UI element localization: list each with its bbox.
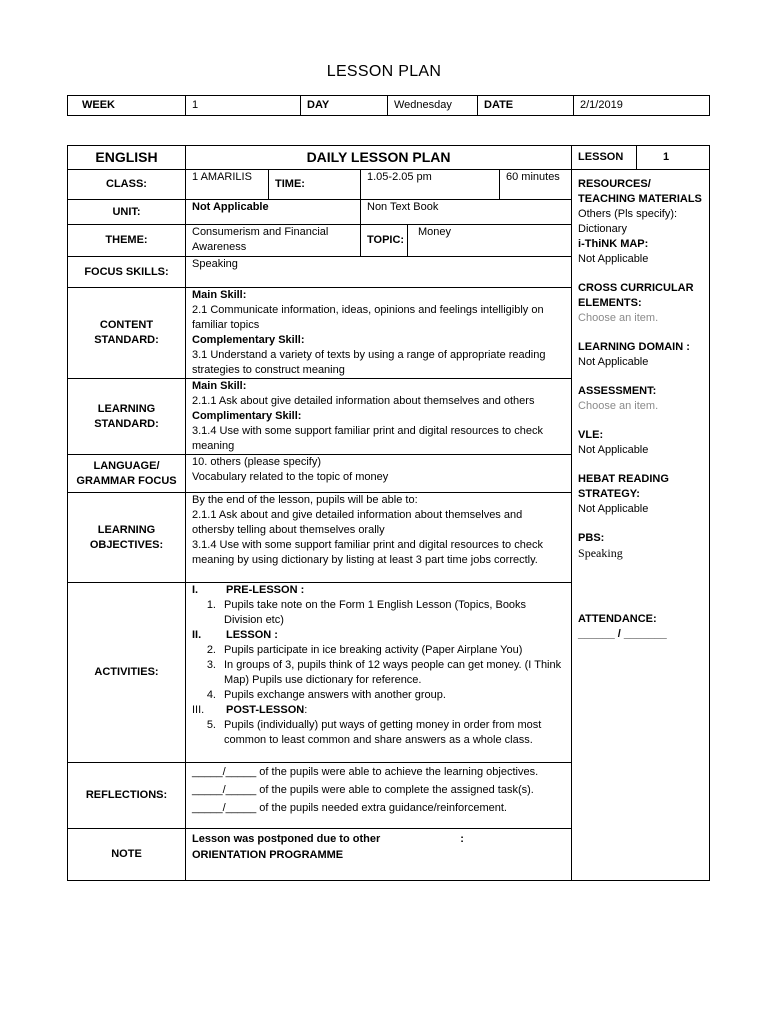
- activities-cell: [186, 583, 572, 763]
- side-panel: [572, 170, 710, 881]
- theme-value: Consumerism and Financial Awareness: [186, 225, 361, 257]
- activity-item-number: 4.: [206, 689, 216, 701]
- activity-item-number: 2.: [206, 644, 216, 656]
- focus-skills-value: Speaking: [186, 257, 572, 288]
- topic-label: TOPIC:: [361, 225, 408, 257]
- date-value: 2/1/2019: [574, 96, 710, 116]
- activity-section-pre-heading: PRE-LESSON :: [226, 584, 305, 596]
- lesson-value: 1: [637, 146, 710, 170]
- activity-section-post-heading: POST-LESSON: [226, 704, 305, 716]
- class-label: CLASS:: [68, 170, 186, 200]
- grammar-focus-label: [68, 455, 186, 493]
- hebat-value: Not Applicable: [578, 503, 649, 515]
- grammar-line-1: 10. others (please specify): [192, 456, 322, 468]
- resources-heading: RESOURCES/ TEACHING MATERIALS: [578, 178, 702, 205]
- activity-section-post-label: [206, 703, 565, 718]
- resources-value: Others (Pls specify): Dictionary: [578, 208, 678, 235]
- time-value: 1.05-2.05 pm: [361, 170, 500, 200]
- reflections-label: REFLECTIONS:: [68, 763, 186, 829]
- duration-value: 60 minutes: [500, 170, 572, 200]
- reflection-line-3: _____/_____ of the pupils needed extra guidance/reinforcement.: [192, 802, 507, 814]
- learning-objectives-label: [68, 493, 186, 583]
- learning-comp-heading: Complimentary Skill:: [192, 410, 302, 422]
- activity-item-text: Pupils (individually) put ways of getting money in order from most common to least common and share answers as a whole class.: [224, 719, 542, 746]
- note-line-1-text: Lesson was postponed due to other: [192, 833, 381, 845]
- activity-section-post-number: III.: [192, 704, 205, 716]
- note-label: NOTE: [68, 829, 186, 881]
- day-value: Wednesday: [388, 96, 478, 116]
- content-standard-cell: [186, 288, 572, 379]
- content-standard-label-line1: CONTENT: [99, 319, 154, 331]
- activity-item: [192, 658, 565, 688]
- activity-section-lesson-heading: LESSON :: [226, 629, 278, 641]
- cross-curricular-dropdown[interactable]: Choose an item.: [578, 312, 659, 324]
- activity-item: [192, 688, 565, 703]
- learning-standard-cell: [186, 379, 572, 455]
- note-colon: :: [460, 833, 464, 845]
- learning-comp-text: 3.1.4 Use with some support familiar print and digital resources to check meaning: [192, 425, 543, 452]
- note-line-2: ORIENTATION PROGRAMME: [192, 849, 344, 861]
- content-main-heading: Main Skill:: [192, 289, 247, 301]
- objectives-intro: By the end of the lesson, pupils will be able to:: [192, 494, 418, 506]
- learning-standard-label-line2: STANDARD:: [94, 417, 159, 430]
- unit-label: UNIT:: [68, 200, 186, 225]
- grammar-focus-cell: [186, 455, 572, 493]
- activity-section-lesson-number: II.: [192, 629, 202, 641]
- activity-item: [192, 718, 565, 748]
- hebat-heading: HEBAT READING STRATEGY:: [578, 473, 669, 500]
- note-line-1: [192, 831, 565, 847]
- reflections-cell: [186, 763, 572, 829]
- activity-item: [192, 643, 565, 658]
- assessment-dropdown[interactable]: Choose an item.: [578, 400, 659, 412]
- week-value: 1: [186, 96, 301, 116]
- grammar-focus-label-line2: GRAMMAR FOCUS: [76, 474, 177, 487]
- date-label: DATE: [478, 96, 574, 116]
- activity-item-number: 3.: [206, 659, 216, 671]
- week-label: WEEK: [68, 96, 186, 116]
- pbs-value: Speaking: [578, 546, 623, 560]
- activities-list: [192, 583, 565, 748]
- content-comp-heading: Complementary Skill:: [192, 334, 305, 346]
- page-title: LESSON PLAN: [326, 63, 442, 80]
- learning-objectives-cell: [186, 493, 572, 583]
- reflection-line-1: _____/_____ of the pupils were able to achieve the learning objectives.: [192, 766, 539, 778]
- activity-section-post: [192, 703, 565, 718]
- pbs-heading: PBS:: [578, 532, 605, 544]
- focus-skills-label: FOCUS SKILLS:: [68, 257, 186, 288]
- activity-section-pre-number: I.: [192, 584, 199, 596]
- subject-cell: ENGLISH: [68, 146, 186, 170]
- theme-label: THEME:: [68, 225, 186, 257]
- ithink-heading: i-ThiNK MAP:: [578, 238, 649, 250]
- note-cell: [186, 829, 572, 881]
- reflection-line-2: _____/_____ of the pupils were able to complete the assigned task(s).: [192, 784, 534, 796]
- unit-value: Not Applicable: [186, 200, 361, 225]
- activities-label: ACTIVITIES:: [68, 583, 186, 763]
- content-standard-label-line2: STANDARD:: [94, 334, 159, 346]
- plan-title: DAILY LESSON PLAN: [186, 146, 572, 170]
- topic-value: Money: [408, 225, 572, 257]
- activity-item-number: 5.: [206, 719, 216, 731]
- content-comp-text: 3.1 Understand a variety of texts by using a range of appropriate reading strategies to construct meaning: [192, 349, 546, 376]
- activity-item-text: Pupils exchange answers with another group.: [224, 689, 446, 701]
- learning-domain-value: Not Applicable: [578, 356, 649, 368]
- attendance-value: ______ / _______: [578, 628, 667, 640]
- learning-standard-label: [68, 379, 186, 455]
- learning-domain-heading: LEARNING DOMAIN :: [578, 341, 690, 353]
- lesson-plan-table: [67, 145, 710, 881]
- grammar-line-2: Vocabulary related to the topic of money: [192, 471, 389, 483]
- learning-standard-label-line1: LEARNING: [97, 402, 156, 415]
- day-label: DAY: [301, 96, 388, 116]
- activity-item-text: Pupils take note on the Form 1 English Lesson (Topics, Books Division etc): [224, 599, 527, 626]
- learning-main-heading: Main Skill:: [192, 380, 247, 392]
- activity-section-post-colon: :: [304, 704, 308, 716]
- activity-section-pre: [192, 583, 565, 598]
- learning-main-text: 2.1.1 Ask about give detailed information about themselves and others: [192, 395, 535, 407]
- objectives-item-2: 3.1.4 Use with some support familiar print and digital resources to check meaning by using dictionary by listing at least 3 part time jobs correctly.: [192, 539, 543, 566]
- activity-item-text: Pupils participate in ice breaking activity (Paper Airplane You): [224, 644, 523, 656]
- grammar-focus-label-line1: LANGUAGE/: [93, 459, 160, 472]
- unit-extra: Non Text Book: [361, 200, 572, 225]
- learning-objectives-label-line2: OBJECTIVES:: [89, 538, 164, 551]
- assessment-heading: ASSESSMENT:: [578, 385, 657, 397]
- activity-item-text: In groups of 3, pupils think of 12 ways people can get money. (I Think Map) Pupils use dictionary for reference.: [224, 659, 562, 686]
- activity-item-number: 1.: [206, 599, 216, 611]
- class-value: 1 AMARILIS: [186, 170, 269, 200]
- time-label: TIME:: [269, 170, 361, 200]
- cross-curricular-heading: CROSS CURRICULAR ELEMENTS:: [578, 282, 694, 309]
- content-standard-label: [68, 288, 186, 379]
- attendance-heading: ATTENDANCE:: [578, 613, 657, 625]
- header-table: [67, 95, 710, 116]
- activity-item: [192, 598, 565, 628]
- activity-section-lesson: [192, 628, 565, 643]
- learning-objectives-label-line1: LEARNING: [97, 523, 156, 536]
- content-main-text: 2.1 Communicate information, ideas, opinions and feelings intelligibly on familiar topics: [192, 304, 544, 331]
- vle-value: Not Applicable: [578, 444, 649, 456]
- lesson-label: LESSON: [572, 146, 637, 170]
- ithink-value: Not Applicable: [578, 253, 649, 265]
- vle-heading: VLE:: [578, 429, 604, 441]
- objectives-item-1: 2.1.1 Ask about and give detailed information about themselves and othersby telling about themselves orally: [192, 509, 523, 536]
